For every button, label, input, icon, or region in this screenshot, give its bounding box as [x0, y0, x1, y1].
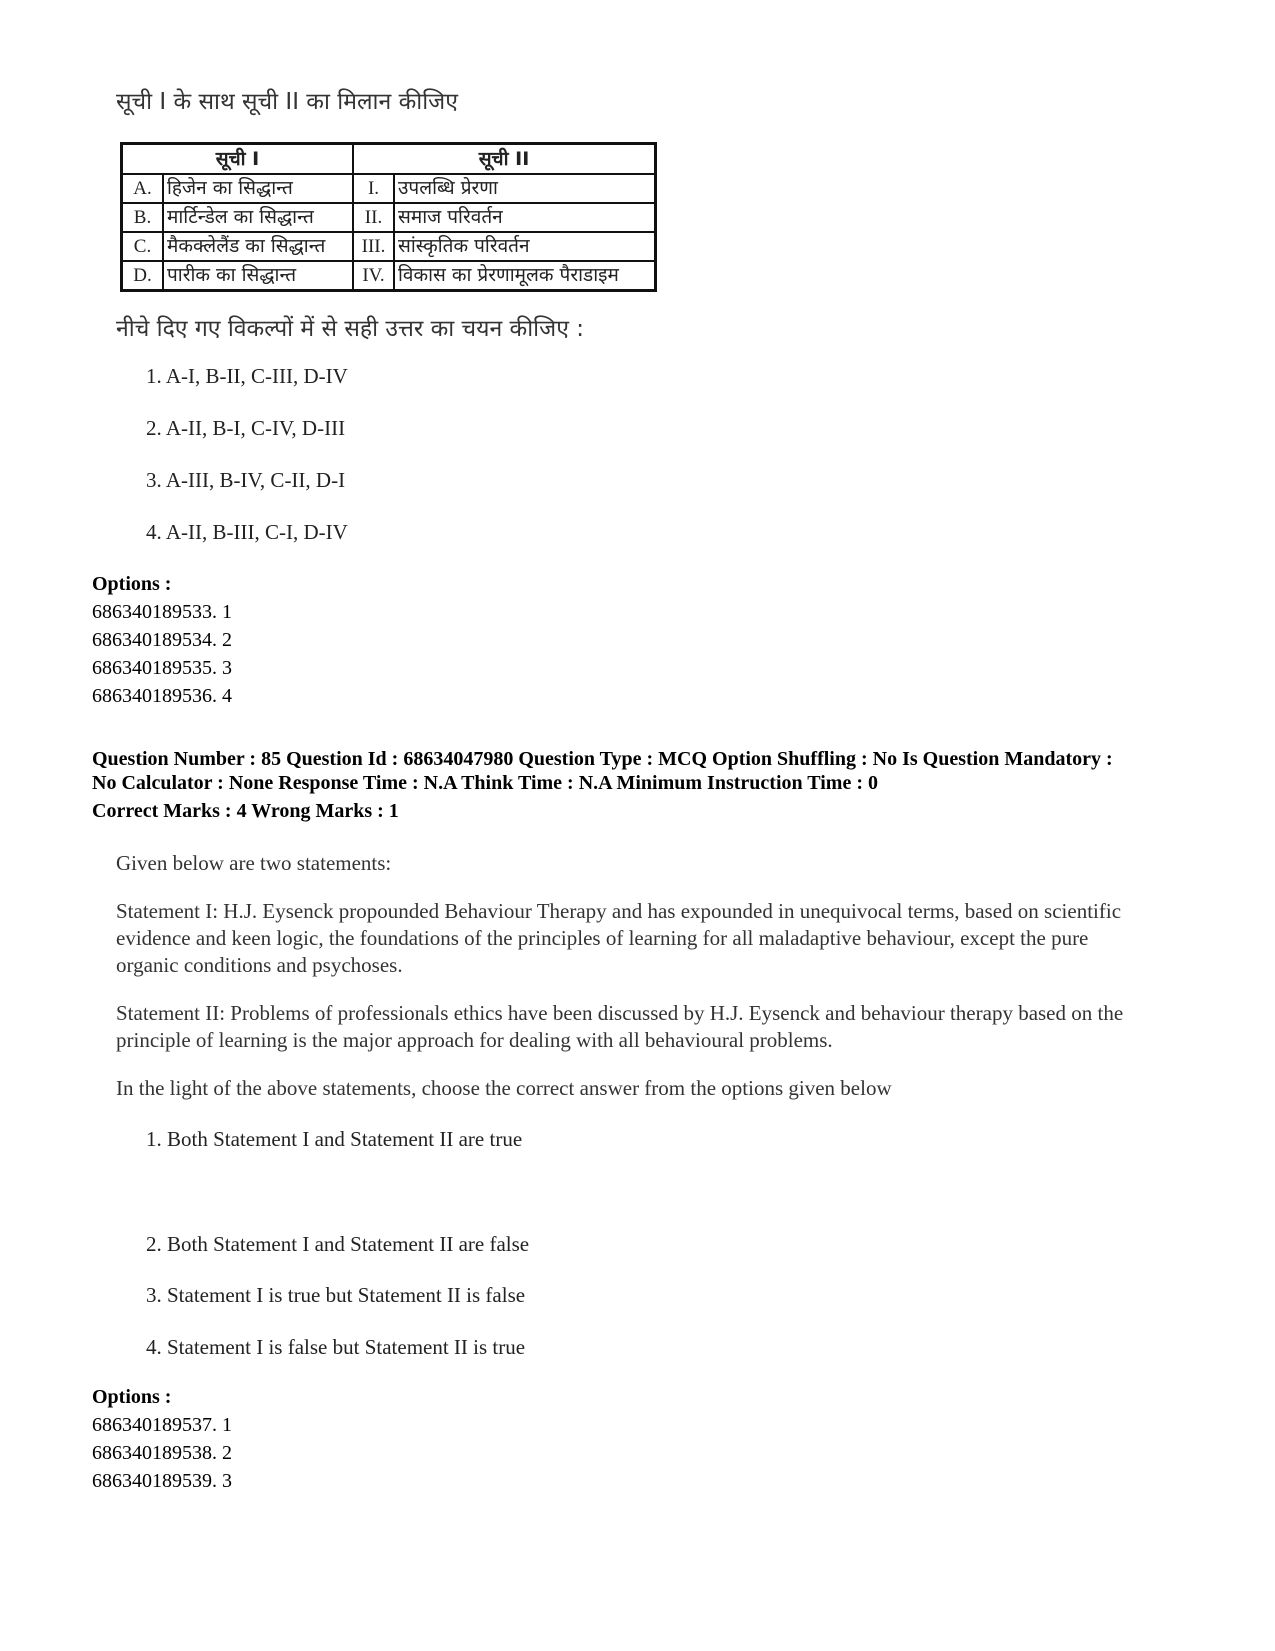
- row-label-b: B.: [122, 203, 164, 232]
- row-label-d: D.: [122, 261, 164, 291]
- match-table: [120, 142, 657, 292]
- row-label-iii: III.: [353, 232, 394, 261]
- statement-1: Statement I: H.J. Eysenck propounded Behaviour Therapy and has expounded in unequivocal terms, based on scientific evidence and keen logic, the foundations of the principles of learning for all maladaptive behaviour, except the pure organic conditions and psychoses.: [116, 899, 1122, 977]
- question-meta-line-2: No Calculator : None Response Time : N.A Think Time : N.A Minimum Instruction Time : 0: [92, 772, 878, 794]
- match-table-header: [122, 144, 656, 175]
- table-row: [122, 174, 656, 203]
- row-label-i: I.: [353, 174, 394, 203]
- list-1-item: हिजेन का सिद्धान्त: [163, 174, 353, 203]
- row-label-iv: IV.: [353, 261, 394, 291]
- list-2-item: सांस्कृतिक परिवर्तन: [394, 232, 656, 261]
- option-id: 686340189534. 2: [92, 629, 232, 651]
- answer-prompt: In the light of the above statements, choose the correct answer from the options given below: [116, 1076, 892, 1100]
- list-1-item: पारीक का सिद्धान्त: [163, 261, 353, 291]
- choice-4: 4. Statement I is false but Statement II is true: [146, 1335, 526, 1359]
- options-label: Options :: [92, 1386, 172, 1408]
- row-label-ii: II.: [353, 203, 394, 232]
- list-1-heading: सूची I: [122, 144, 354, 175]
- statement-2: Statement II: Problems of professionals ethics have been discussed by H.J. Eysenck and behaviour therapy based on the principle of learning is the major approach for dealing with all behavioural problems.: [116, 1001, 1124, 1052]
- row-label-c: C.: [122, 232, 164, 261]
- list-1-item: मैकक्लेलैंड का सिद्धान्त: [163, 232, 353, 261]
- question-meta-line-1: Question Number : 85 Question Id : 68634047980 Question Type : MCQ Option Shuffling : No Is Question Mandatory :: [92, 748, 1113, 770]
- option-id: 686340189538. 2: [92, 1442, 232, 1464]
- table-row: [122, 261, 656, 291]
- list-1-item: मार्टिन्डेल का सिद्धान्त: [163, 203, 353, 232]
- option-id: 686340189537. 1: [92, 1414, 232, 1436]
- marks-line: Correct Marks : 4 Wrong Marks : 1: [92, 800, 399, 822]
- choice-1: 1. Both Statement I and Statement II are true: [146, 1127, 523, 1151]
- statements-intro: Given below are two statements:: [116, 851, 392, 875]
- list-2-item: समाज परिवर्तन: [394, 203, 656, 232]
- list-2-heading: सूची II: [353, 144, 656, 175]
- table-row: [122, 203, 656, 232]
- option-id: 686340189539. 3: [92, 1470, 232, 1492]
- option-id: 686340189536. 4: [92, 685, 232, 707]
- options-label: Options :: [92, 573, 172, 595]
- choice-3: 3. Statement I is true but Statement II is false: [146, 1283, 526, 1307]
- table-row: [122, 232, 656, 261]
- list-2-item: उपलब्धि प्रेरणा: [394, 174, 656, 203]
- choice-1: 1. A-I, B-II, C-III, D-IV: [146, 364, 348, 388]
- option-id: 686340189533. 1: [92, 601, 232, 623]
- choice-3: 3. A-III, B-IV, C-II, D-I: [146, 468, 346, 492]
- choice-2: 2. Both Statement I and Statement II are false: [146, 1232, 530, 1256]
- row-label-a: A.: [122, 174, 164, 203]
- match-instruction: सूची I के साथ सूची II का मिलान कीजिए: [116, 89, 458, 115]
- choice-4: 4. A-II, B-III, C-I, D-IV: [146, 520, 348, 544]
- list-2-item: विकास का प्रेरणामूलक पैराडाइम: [394, 261, 656, 291]
- choose-instruction: नीचे दिए गए विकल्पों में से सही उत्तर का चयन कीजिए :: [116, 316, 584, 342]
- choice-2: 2. A-II, B-I, C-IV, D-III: [146, 416, 346, 440]
- option-id: 686340189535. 3: [92, 657, 232, 679]
